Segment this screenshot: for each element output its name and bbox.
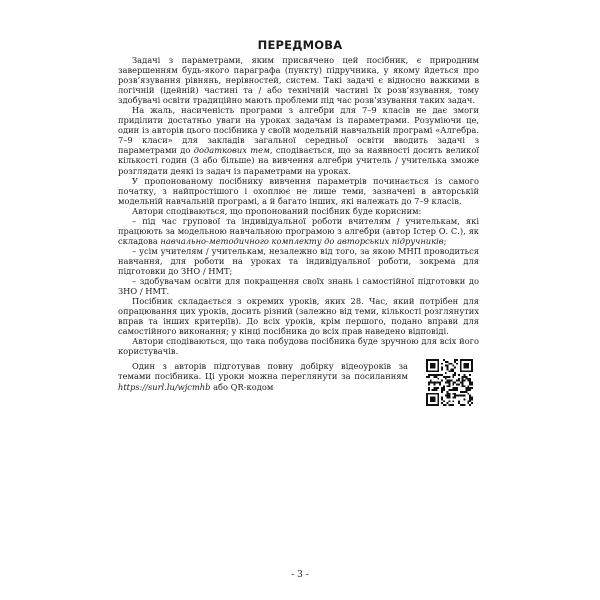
paragraph-structure: Посібник складається з окремих уроків, яких 28. Час, який потрібен для опрацювання цих уроків, досить різний (залежно від теми, кількості розглянутих вправ та інших критеріїв). До всіх уроків, крім першого, подано вправи для самостійного виконання; у кінці посібника до всіх прав наведено відповіді. <box>118 296 479 337</box>
list-item-students: – здобувачам освіти для покращення своїх знань і самостійної підготовки до ЗНО / НМТ. <box>118 276 479 297</box>
video-lessons-block <box>118 361 479 391</box>
paragraph-convenience: Автори сподіваються, що така побудова посібника буде зручною для всіх його користувачів. <box>118 336 479 357</box>
page-title: ПЕРЕДМОВА <box>257 38 343 52</box>
paragraph-intro: Задачі з параметрами, яким присвячено цей посібник, є природним завершенням будь-якого параграфа (пункту) підручника, у якому йдеться про розв’язування рівнянь, нерівностей, систем. Такі задачі є відносно важкими в логічній (ідейній) частині та / або технічній частині їх розв’язування, тому здобувачі освіти традиційно мають проблеми під час розв’язування таких задач. <box>118 55 479 106</box>
paragraph-usefulness: Автори сподіваються, що пропонований посібник буде корисним: <box>132 205 422 216</box>
paragraph-scope: У пропонованому посібнику вивчення параметрів починається із самого початку, з найпростішого і охоплює не лише теми, зазначені в авторській модельній навчальній програмі, а й багато інших, які належать до 7–9 класів. <box>118 175 479 206</box>
list-item-all-teachers: – усім учителям / учителькам, незалежно від того, за якою МНП проводиться навчання, для роботи на уроках та індивідуальної роботи, зокрема для підготовки до ЗНО / НМТ; <box>118 245 479 276</box>
page-number: - 3 - <box>291 570 309 580</box>
preface-body <box>118 55 479 392</box>
additional-topics-emphasis: додаткових тем <box>193 145 270 156</box>
qr-code-icon[interactable] <box>426 359 473 406</box>
paragraph-video: Один з авторів підготував повну добірку відеоуроків за темами посібника. Ці уроки можна переглянути за посиланням https://surl.lu/wjcmhb або QR-кодом <box>118 361 408 392</box>
methodical-complex-emphasis: навчально-методичного комплекту до авторських підручників <box>160 235 444 246</box>
video-link[interactable]: https://surl.lu/wjcmhb <box>118 381 211 392</box>
paragraph-program: На жаль, насиченість програми з алгебри для 7–9 класів не дає змоги приділити достатньо уваги на уроках задачам із параметрами. Розуміючи це, один із авторів цього посібника у своїй модельній навчальній програмі «Алгебра. 7–9 класи» для закладів загальної середньої освіти вводить задачі з параметрами до додаткових тем, сподівається, що за наявності досить великої кількості годин (3 або більше) на вивчення алгебри учитель / учителька зможе розглядати деякі із задач із параметрами на уроках. <box>118 105 480 176</box>
list-item-teachers-mnp: – під час групової та індивідуальної роботи вчителям / учителькам, які працюють за модельною навчальною програмою з алгебри (автор Істер О. С.), як складова навчально-методичного комплекту до авторських підручників; <box>118 215 479 246</box>
